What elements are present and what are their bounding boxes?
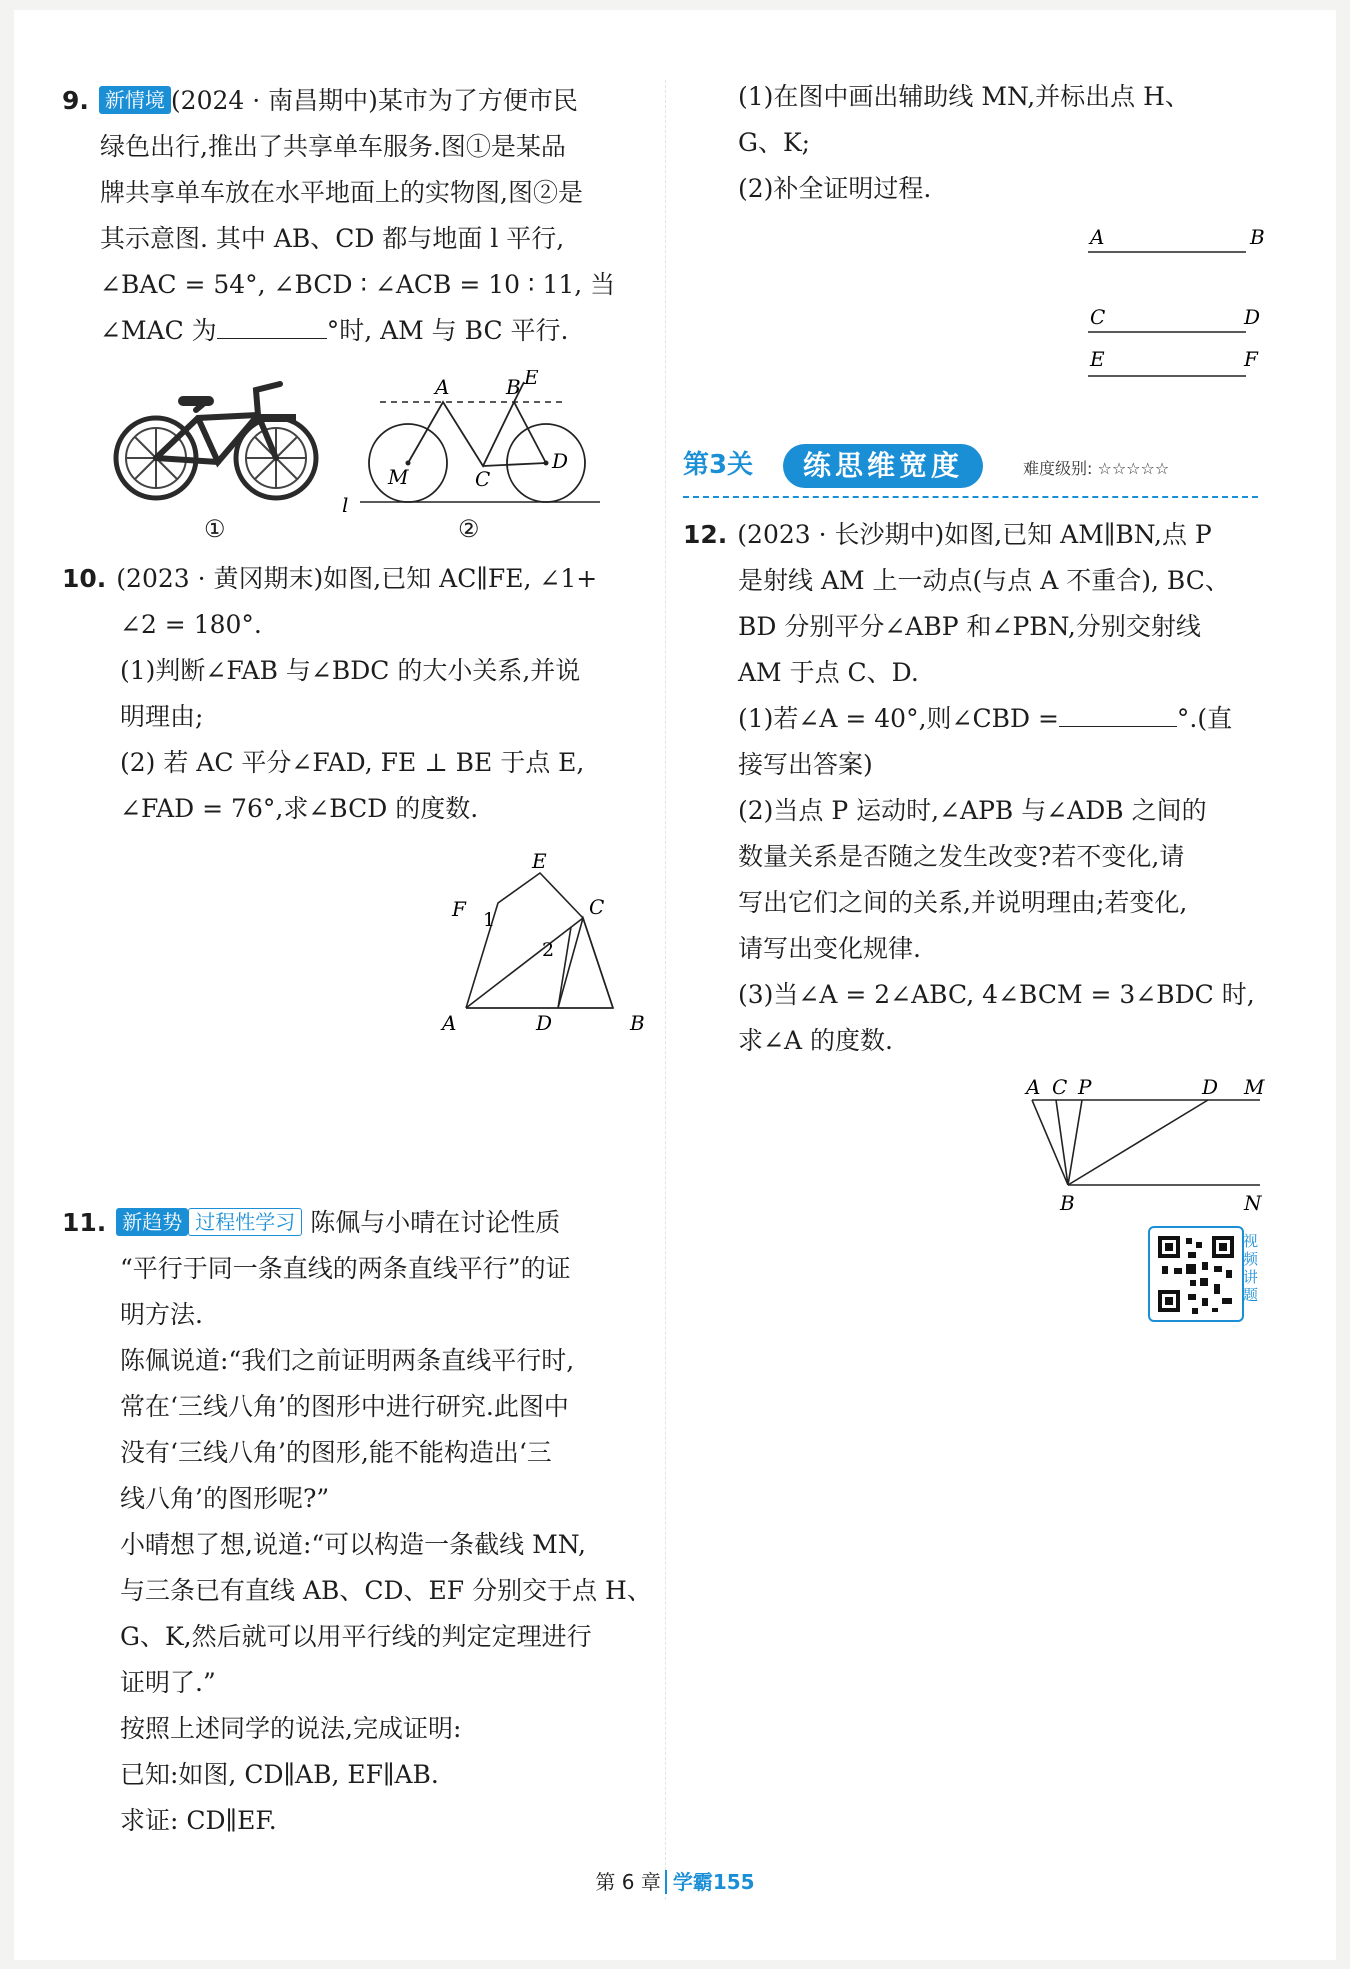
page-footer bbox=[0, 1866, 1350, 1895]
rays-diagram bbox=[1020, 1070, 1280, 1220]
text-line: (1)在图中画出辅助线 MN,并标出点 H、 bbox=[738, 82, 1190, 111]
point-label: C bbox=[589, 895, 605, 919]
text-line: 是射线 AM 上一动点(与点 A 不重合), BC、 bbox=[738, 566, 1230, 595]
text-line: °.(直 bbox=[1176, 704, 1233, 733]
text-line: (2023 · 黄冈期末)如图,已知 AC∥FE, ∠1+ bbox=[116, 564, 598, 593]
point-label: A bbox=[435, 375, 450, 399]
point-label: B bbox=[506, 375, 521, 399]
text-line: 接写出答案) bbox=[738, 750, 873, 779]
column-divider bbox=[665, 80, 666, 1900]
text-line: 求∠A 的度数. bbox=[738, 1026, 893, 1055]
text-line: (2023 · 长沙期中)如图,已知 AM∥BN,点 P bbox=[737, 520, 1212, 549]
text-line: ∠BAC = 54°, ∠BCD ∶ ∠ACB = 10 ∶ 11, 当 bbox=[100, 270, 616, 299]
point-label: D bbox=[552, 449, 569, 473]
point-label: D bbox=[1202, 1075, 1219, 1099]
figure-label: ② bbox=[458, 515, 480, 543]
question-number: 12. bbox=[683, 520, 728, 549]
text-line: (2)补全证明过程. bbox=[738, 174, 932, 203]
point-label: P bbox=[1078, 1075, 1092, 1099]
parallel-lines-diagram bbox=[1078, 220, 1278, 380]
point-label: C bbox=[1052, 1075, 1068, 1099]
text-line: “平行于同一条直线的两条直线平行”的证 bbox=[120, 1254, 571, 1283]
chapter-label: 第 6 章 bbox=[595, 1870, 661, 1894]
point-label: B bbox=[630, 1011, 645, 1035]
question-number: 9. bbox=[62, 86, 89, 115]
text-line: 陈佩说道:“我们之前证明两条直线平行时, bbox=[120, 1346, 575, 1375]
question-tag: 新情境 bbox=[99, 86, 171, 114]
text-line: ∠2 = 180°. bbox=[120, 610, 262, 639]
triangle-diagram bbox=[438, 848, 658, 1048]
text-line: ∠FAD = 76°,求∠BCD 的度数. bbox=[120, 794, 479, 823]
angle-label: 1 bbox=[483, 909, 496, 931]
question-12 bbox=[683, 512, 1283, 1064]
angle-label: 2 bbox=[542, 939, 555, 961]
point-label: C bbox=[1090, 305, 1106, 329]
point-label: D bbox=[536, 1011, 553, 1035]
section-label: 第3关 bbox=[683, 450, 754, 480]
point-label: B bbox=[1250, 225, 1265, 249]
point-label: D bbox=[1244, 305, 1261, 329]
qr-code-icon bbox=[1150, 1228, 1242, 1320]
section-header bbox=[683, 440, 1283, 500]
bicycle-diagram bbox=[338, 370, 610, 520]
answer-blank[interactable] bbox=[1059, 726, 1177, 727]
point-label: A bbox=[442, 1011, 457, 1035]
text-line: ∠MAC 为 bbox=[100, 316, 217, 345]
text-line: BD 分别平分∠ABP 和∠PBN,分别交射线 bbox=[738, 612, 1201, 641]
text-line: 小晴想了想,说道:“可以构造一条截线 MN, bbox=[120, 1530, 586, 1559]
text-line: 写出它们之间的关系,并说明理由;若变化, bbox=[738, 888, 1188, 917]
text-line: 证明了.” bbox=[120, 1668, 216, 1697]
point-label: l bbox=[342, 493, 349, 517]
point-label: F bbox=[1244, 347, 1258, 371]
point-label: M bbox=[388, 465, 409, 489]
point-label: M bbox=[1244, 1075, 1265, 1099]
text-line: (3)当∠A = 2∠ABC, 4∠BCM = 3∠BDC 时, bbox=[738, 980, 1255, 1009]
text-line: 数量关系是否随之发生改变?若不变化,请 bbox=[738, 842, 1185, 871]
text-line: 陈佩与小晴在讨论性质 bbox=[310, 1208, 561, 1237]
question-tag: 过程性学习 bbox=[188, 1208, 302, 1236]
point-label: E bbox=[524, 370, 539, 389]
text-line: 没有‘三线八角’的图形,能不能构造出‘三 bbox=[120, 1438, 552, 1467]
question-10 bbox=[62, 556, 662, 832]
point-label: A bbox=[1026, 1075, 1041, 1099]
text-line: 明理由; bbox=[120, 702, 204, 731]
point-label: E bbox=[532, 849, 547, 873]
text-line: 绿色出行,推出了共享单车服务.图①是某品 bbox=[100, 132, 566, 161]
text-line: (1)若∠A = 40°,则∠CBD = bbox=[738, 704, 1059, 733]
text-line: AM 于点 C、D. bbox=[738, 658, 919, 687]
point-label: N bbox=[1244, 1191, 1262, 1215]
point-label: B bbox=[1060, 1191, 1075, 1215]
question-9 bbox=[62, 78, 662, 354]
text-line: °时, AM 与 BC 平行. bbox=[326, 316, 569, 345]
point-label: E bbox=[1090, 347, 1105, 371]
answer-blank[interactable] bbox=[217, 338, 327, 339]
bicycle-photo bbox=[108, 370, 322, 510]
text-line: 与三条已有直线 AB、CD、EF 分别交于点 H、 bbox=[120, 1576, 652, 1605]
question-number: 11. bbox=[62, 1208, 107, 1237]
figure-label: ① bbox=[204, 515, 226, 543]
section-divider bbox=[683, 496, 1258, 498]
text-line: (2024 · 南昌期中)某市为了方便市民 bbox=[170, 86, 578, 115]
text-line: 已知:如图, CD∥AB, EF∥AB. bbox=[120, 1760, 439, 1789]
question-tag: 新趋势 bbox=[116, 1208, 188, 1236]
text-line: G、K; bbox=[738, 128, 811, 157]
text-line: (2)当点 P 运动时,∠APB 与∠ADB 之间的 bbox=[738, 796, 1207, 825]
question-number: 10. bbox=[62, 564, 107, 593]
point-label: A bbox=[1090, 225, 1105, 249]
text-line: (1)判断∠FAB 与∠BDC 的大小关系,并说 bbox=[120, 656, 581, 685]
text-line: 请写出变化规律. bbox=[738, 934, 921, 963]
brand-page-number: 学霸155 bbox=[665, 1870, 755, 1894]
text-line: 求证: CD∥EF. bbox=[120, 1806, 277, 1835]
text-line: 牌共享单车放在水平地面上的实物图,图②是 bbox=[100, 178, 583, 207]
text-line: 其示意图. 其中 AB、CD 都与地面 l 平行, bbox=[100, 224, 565, 253]
text-line: G、K,然后就可以用平行线的判定定理进行 bbox=[120, 1622, 592, 1651]
text-line: 常在‘三线八角’的图形中进行研究.此图中 bbox=[120, 1392, 569, 1421]
section-badge: 练思维宽度 bbox=[783, 444, 983, 488]
point-label: C bbox=[475, 467, 491, 491]
text-line: 明方法. bbox=[120, 1300, 203, 1329]
question-11 bbox=[62, 1200, 662, 1844]
text-line: 按照上述同学的说法,完成证明: bbox=[120, 1714, 462, 1743]
qr-code[interactable] bbox=[1148, 1226, 1244, 1322]
difficulty-rating: 难度级别: ☆☆☆☆☆ bbox=[1023, 459, 1170, 478]
question-11-continued bbox=[738, 74, 1298, 212]
point-label: F bbox=[452, 897, 466, 921]
qr-caption: 视频讲题 bbox=[1243, 1232, 1259, 1304]
text-line: 线八角’的图形呢?” bbox=[120, 1484, 330, 1513]
text-line: (2) 若 AC 平分∠FAD, FE ⊥ BE 于点 E, bbox=[120, 748, 585, 777]
